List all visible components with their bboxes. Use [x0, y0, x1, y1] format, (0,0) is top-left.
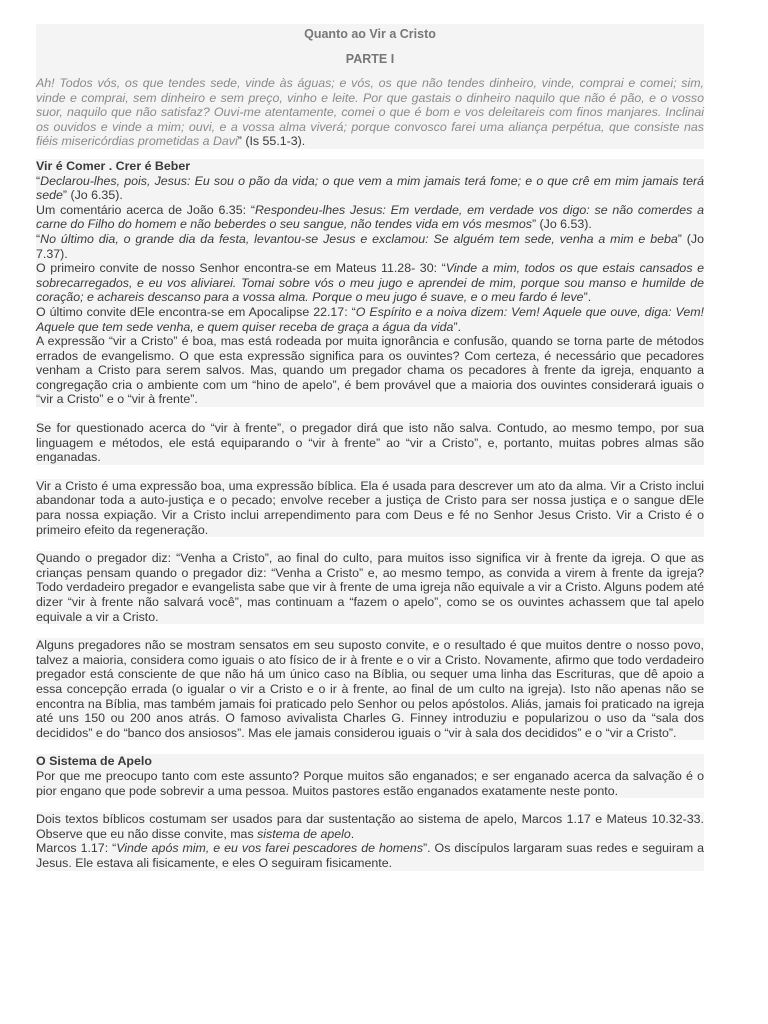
section-heading: Vir é Comer . Crer é Beber	[36, 158, 191, 173]
paragraph: Se for questionado acerca do “vir à frente”, o pregador dirá que isto não salva. Contudo, ao mesmo tempo, por sua linguagem e métodos, ele está equiparando o “vir à frente” ao “vir a Cristo”, e, portanto, muitas pobres almas são enganadas.	[36, 421, 704, 465]
quote-reference: ” (Jo 6.35).	[62, 188, 123, 203]
section-vir-e-comer	[36, 159, 704, 740]
bible-quote: Respondeu-lhes Jesus: Em verdade, em verdade vos digo: se não comerdes a carne do Filho do homem e não beberdes o seu sangue, não tendes vida em vós mesmos	[36, 202, 704, 232]
paragraph: Por que me preocupo tanto com este assunto? Porque muitos são enganados; e ser enganado acerca da salvação é o pior engano que pode sobrevir a uma pessoa. Muitos pastores estão enganados exatamente neste ponto.	[36, 768, 704, 798]
paragraph: Vir a Cristo é uma expressão boa, uma expressão bíblica. Ela é usada para descrever um ato da alma. Vir a Cristo inclui abandonar toda a auto-justiça e o pecado; envolve receber a justiça de Cristo para ser nossa justiça e o sangue dEle para nossa expiação. Vir a Cristo inclui arrependimento para com Deus e fé no Senhor Jesus Cristo. Vir a Cristo é o primeiro efeito da regeneração.	[36, 478, 704, 537]
quote-reference: ” (Jo 6.53).	[531, 217, 592, 232]
quote-open: “	[36, 173, 41, 188]
bible-quote: O Espírito e a noiva dizem: Vem! Aquele que ouve, diga: Vem! Aquele que tem sede venha, e quem quiser receba de graça a água da vida	[36, 304, 704, 334]
epigraph	[36, 72, 704, 149]
title-band	[36, 24, 704, 149]
quote-open: “	[36, 231, 41, 246]
paragraph: Quando o pregador diz: “Venha a Cristo”, ao final do culto, para muitos isso significa vir à frente da igreja. O que as crianças pensam quando o pregador diz: “Venha a Cristo” e, ao mesmo tempo, as convida a virem à frente da igreja? Todo verdadeiro pregador e evangelista sabe que vir à frente de uma igreja não equivale a vir a Cristo. Alguns podem até dizer “vir à frente não salvará você”, mas continuam a “fazem o apelo”, como se os ouvintes achassem que tal apelo equivale a vir a Cristo.	[36, 551, 704, 624]
paragraph	[36, 203, 704, 232]
epigraph-reference: ” (Is 55.1-3).	[237, 134, 306, 149]
epigraph-text: Ah! Todos vós, os que tendes sede, vinde às águas; e vós, os que não tendes dinheiro, vinde, comprai e comei; sim, vinde e comprai, sem dinheiro e sem preço, vinho e leite. Por que gastais o dinheiro naquilo que não é pão, e o vosso suor, naquilo que não satisfaz? Ouvi-me atentamente, comei o que é bom e vos deleitareis com finos manjares. Inclinai os ouvidos e vinde a mim; ouvi, e a vossa alma viverá; porque convosco farei uma aliança perpétua, que consiste nas fiéis misericórdias prometidas a Davi	[36, 76, 704, 149]
paragraph: Alguns pregadores não se mostram sensatos em seu suposto convite, e o resultado é que muitos dentre o nosso povo, talvez a maioria, considera como iguais o ato físico de ir à frente e o vir a Cristo. Novamente, afirmo que todo verdadeiro pregador está consciente de que não há um único caso na Bíblia, ou sequer uma linha das Escrituras, que dê apoio a essa concepção errada (o igualar o vir a Cristo e o ir à frente, ao final de um culto na igreja). Isto não apenas não se encontra na Bíblia, mas também jamais foi praticado pelo Senhor ou pelos apóstolos. Aliás, jamais foi praticado na igreja até uns 150 ou 200 anos atrás. O famoso avivalista Charles G. Finney introduziu e popularizou o uso da “sala dos decididos” e do “banco dos ansiosos”. Mas ele jamais considerou iguais o “vir à sala dos decididos” e o “vir a Cristo”.	[36, 638, 704, 740]
quote-close: ”.	[583, 290, 592, 305]
section-sistema-de-apelo	[36, 754, 704, 870]
paragraph	[36, 261, 704, 305]
paragraph: A expressão “vir a Cristo” é boa, mas está rodeada por muita ignorância e confusão, quando se torna parte de métodos errados de evangelismo. O que esta expressão significa para os ouvintes? Com certeza, é necessário que pecadores venham a Cristo para serem salvos. Mas, quando um pregador chama os pecadores à frente da igreja, enquanto a congregação cria o ambiente com um “hino de apelo”, é bem provável que a maioria dos ouvintes considerará iguais o “vir a Cristo” e o “vir à frente”.	[36, 334, 704, 407]
bible-quote: Vinde a mim, todos os que estais cansados e sobrecarregados, e eu vos aliviarei. Tomai sobre vós o meu jugo e aprendei de mim, porque sou manso e humilde de coração; e achareis descanso para a vossa alma. Porque o meu jugo é suave, e o meu fardo é leve	[36, 261, 704, 305]
paragraph-text: Marcos 1.17: “	[36, 841, 117, 856]
quote-close: ”.	[453, 319, 462, 334]
document-page	[36, 24, 704, 871]
bible-quote: No último dia, o grande dia da festa, levantou-se Jesus e exclamou: Se alguém tem sede, venha a mim e beba	[40, 231, 678, 246]
paragraph-text: Um comentário acerca de João 6.35: “	[36, 202, 255, 217]
paragraph	[36, 841, 704, 870]
paragraph-text: ”. Os discípulos largaram suas redes e seguiram a Jesus. Ele estava ali fisicamente, e eles O seguiram fisicamente.	[36, 841, 705, 870]
paragraph-text: .	[350, 826, 355, 841]
quote-reference: ” (Jo 7.37).	[36, 231, 704, 261]
paragraph	[36, 232, 704, 261]
paragraph	[36, 305, 704, 334]
part-heading: PARTE I	[345, 52, 395, 66]
bible-quote: Vinde após mim, e eu vos farei pescadores de homens	[116, 841, 424, 856]
paragraph	[36, 812, 704, 841]
page-title: Quanto ao Vir a Cristo	[304, 27, 436, 41]
paragraph-text: O último convite dEle encontra-se em Apocalipse 22.17: “	[36, 304, 356, 319]
paragraph-text: O primeiro convite de nosso Senhor encontra-se em Mateus 11.28- 30: “	[36, 261, 446, 276]
section-heading: O Sistema de Apelo	[36, 754, 152, 769]
paragraph-text: Dois textos bíblicos costumam ser usados para dar sustentação ao sistema de apelo, Marcos 1.17 e Mateus 10.32-33. Observe que eu não disse convite, mas	[36, 812, 704, 841]
bible-quote: Declarou-lhes, pois, Jesus: Eu sou o pão da vida; o que vem a mim jamais terá fome; e o que crê em mim jamais terá sede	[36, 173, 704, 203]
emphasis: sistema de apelo	[257, 826, 351, 841]
paragraph	[36, 174, 704, 203]
